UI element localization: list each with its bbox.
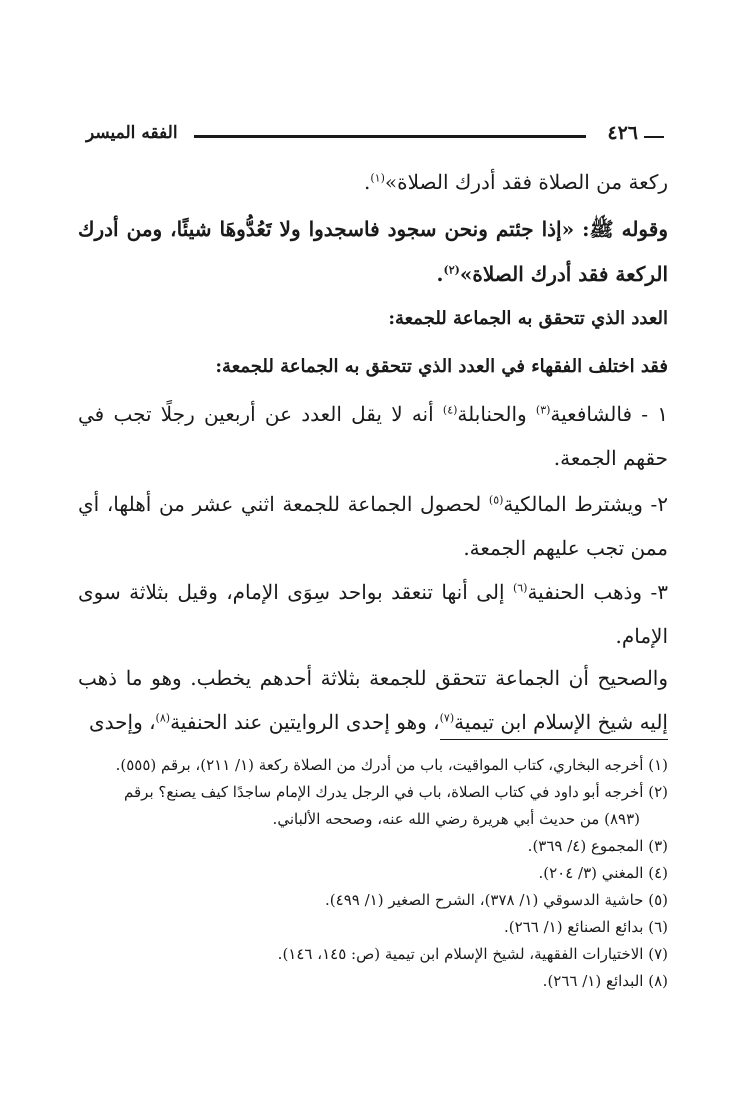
footnote: (٦) بدائع الصنائع (١/ ٢٦٦). [504, 918, 668, 936]
footnote-text: (٨٩٣) من حديث أبي هريرة رضي الله عنه، وصححه الألباني. [272, 810, 640, 828]
footnote: (٥) حاشية الدسوقي (١/ ٣٧٨)، الشرح الصغير (١/ ٤٩٩). [325, 891, 668, 909]
footnote-ref: (٧) [439, 711, 455, 725]
paragraph-text: . [364, 170, 371, 194]
footnote-ref: (٦) [512, 581, 528, 595]
paragraph-text: ٢- ويشترط المالكية [503, 492, 669, 516]
footnote: (٢) أخرجه أبو داود في كتاب الصلاة، باب في الرجل يدرك الإمام ساجدًا كيف يصنع؟ برقم [124, 783, 668, 801]
paragraph-text: ركعة من الصلاة فقد أدرك الصلاة» [384, 170, 668, 194]
list-item-shafii [78, 392, 668, 480]
book-title: الفقه الميسر [86, 123, 178, 143]
footnote-ref: (٥) [488, 493, 504, 507]
section-heading: العدد الذي تتحقق به الجماعة للجمعة: [388, 308, 668, 329]
paragraph-text: ، وهو إحدى الروايتين عند الحنفية [170, 710, 440, 734]
paragraph-text: . [436, 262, 444, 286]
running-header [86, 122, 664, 152]
paragraph-text: لحصول الجماعة للجمعة اثني عشر من أهلها، أي ممن تجب عليهم الجمعة. [78, 492, 668, 560]
list-item-hanafi [78, 570, 668, 658]
footnote: (٧) الاختيارات الفقهية، لشيخ الإسلام ابن تيمية (ص: ١٤٥، ١٤٦). [277, 945, 668, 963]
footnote: (٣) المجموع (٤/ ٣٦٩). [527, 837, 668, 855]
page-number: ٤٢٦ [607, 122, 638, 144]
intro-line: فقد اختلف الفقهاء في العدد الذي تتحقق به الجماعة للجمعة: [215, 356, 668, 377]
footnote-ref: (٨) [155, 711, 171, 725]
paragraph-text: وقوله ﷺ: «إذا جئتم ونحن سجود فاسجدوا ولا تَعُدُّوهَا شيئًا، ومن أدرك الركعة فقد أدرك الصلاة» [78, 217, 668, 286]
paragraph-text: ١ - فالشافعية [550, 402, 668, 426]
paragraph-text: ٣- وذهب الحنفية [527, 580, 668, 604]
paragraph-text: إلى أنها تنعقد بواحد سِوَى الإمام، وقيل بثلاثة سوى الإمام. [78, 580, 668, 648]
header-rule [194, 135, 586, 138]
footnote-continuation [78, 806, 668, 833]
footnote: (١) أخرجه البخاري، كتاب المواقيت، باب من أدرك من الصلاة ركعة (١/ ٢١١)، برقم (٥٥٥). [115, 756, 668, 774]
footnote: (٤) المغني (٣/ ٢٠٤). [538, 864, 668, 882]
paragraph-hadith-quote [78, 207, 668, 297]
paragraph-text: أنه لا يقل العدد عن أربعين رجلًا تجب في حقهم الجمعة. [78, 402, 668, 470]
footnote-ref: (٤) [442, 403, 458, 417]
paragraph-hadith-end [78, 160, 668, 204]
footnotes-list [78, 752, 668, 995]
paragraph-text: ، وإحدى [89, 710, 156, 734]
header-dash [644, 136, 664, 138]
footnote-ref: (٣) [535, 403, 551, 417]
footnote-separator [440, 739, 668, 740]
paragraph-preferred-view [78, 656, 668, 744]
footnote-ref: (٢) [443, 263, 460, 277]
footnote-ref: (١) [370, 171, 385, 185]
list-item-maliki [78, 482, 668, 570]
paragraph-text: والحنابلة [457, 402, 536, 426]
footnote: (٨) البدائع (١/ ٢٦٦). [542, 972, 668, 990]
paragraph-text: والصحيح أن الجماعة تتحقق للجمعة بثلاثة أحدهم يخطب. وهو ما ذهب إليه شيخ الإسلام ابن تيمية [78, 666, 668, 734]
